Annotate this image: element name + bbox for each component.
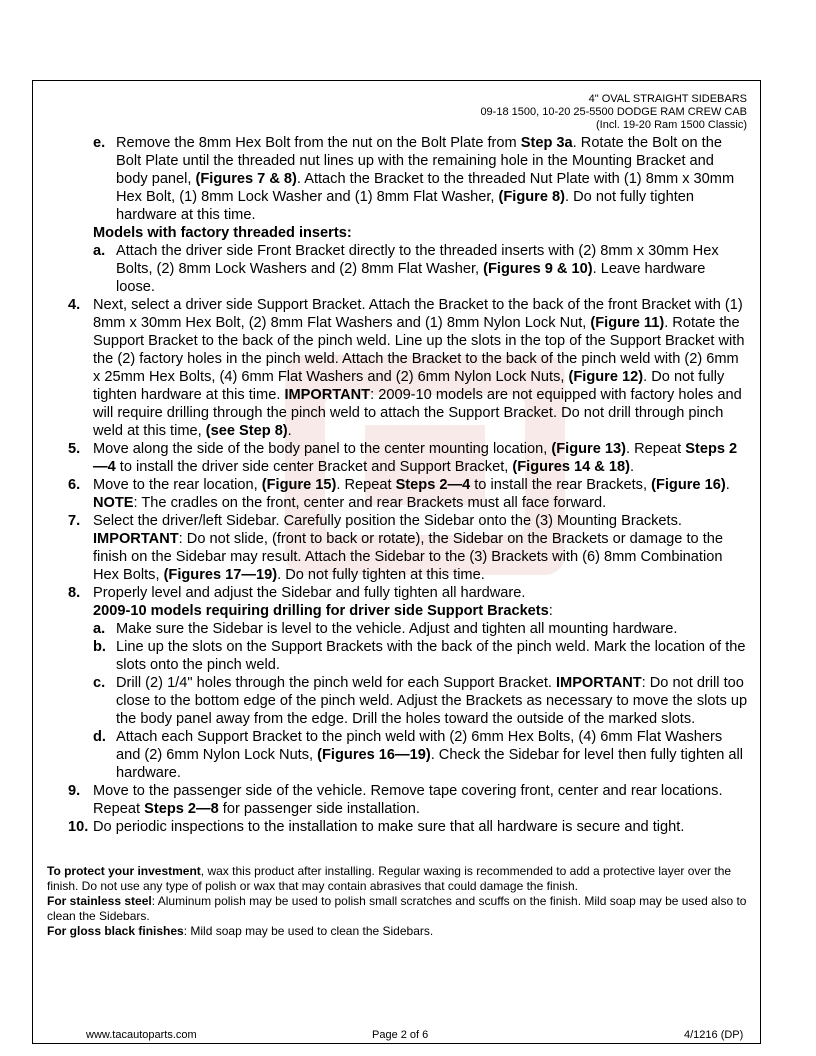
step-8c: [93, 674, 748, 728]
step-3e: [93, 134, 748, 224]
step-8d: [93, 728, 748, 782]
step-text: Select the driver/left Sidebar. Carefully position the Sidebar onto the (3) Mounting Brackets. IMPORTANT: Do not slide, (front to back or rotate), the Sidebar on the Brackets or damage to the finish on the Sidebar may result. Attach the Sidebar to the (3) Brackets with (6) 8mm Combination Hex Bolts, (Figures 17—19). Do not fully tighten at this time.: [93, 513, 723, 583]
step-6: [68, 476, 748, 512]
footer-website: www.tacautoparts.com: [86, 1029, 197, 1041]
step-label: 10.: [68, 819, 89, 835]
document-header: [480, 93, 747, 132]
step-5: [68, 440, 748, 476]
header-note: (Incl. 19-20 Ram 1500 Classic): [595, 119, 747, 131]
step-text: Line up the slots on the Support Brackets with the back of the pinch weld. Mark the location of the slots onto the pinch weld.: [116, 639, 746, 673]
instruction-body: [68, 134, 748, 836]
step-10: [68, 818, 748, 836]
step-text: Attach each Support Bracket to the pinch weld with (2) 6mm Hex Bolts, (4) 6mm Flat Washers and (2) 6mm Nylon Lock Nuts, (Figures 16—19). Check the Sidebar for level then fully tighten all hardware.: [116, 729, 744, 781]
footer-page-number: Page 2 of 6: [372, 1029, 429, 1041]
step-label: 8.: [68, 585, 81, 601]
step-text: Do periodic inspections to the installation to make sure that all hardware is secure and tight.: [93, 819, 685, 835]
step-text: Remove the 8mm Hex Bolt from the nut on the Bolt Plate from Step 3a. Rotate the Bolt on the Bolt Plate until the threaded nut lines up with the remaining hole in the Mounting Bracket and body panel, (Figures 7 & 8). Attach the Bracket to the threaded Nut Plate with (1) 8mm x 30mm Hex Bolt, (1) 8mm Lock Washer and (1) 8mm Flat Washer, (Figure 8). Do not fully tighten hardware at this time.: [116, 135, 735, 223]
step-label: b.: [93, 639, 106, 655]
step-text: Move to the passenger side of the vehicle. Remove tape covering front, center and rear locations. Repeat Steps 2—8 for passenger side installation.: [93, 783, 723, 817]
step-label: 7.: [68, 513, 81, 529]
step-text: Attach the driver side Front Bracket directly to the threaded inserts with (2) 8mm x 30mm Hex Bolts, (2) 8mm Lock Washers and (2) 8mm Flat Washer, (Figures 9 & 10). Leave hardware loose.: [116, 243, 719, 295]
header-title: 4" OVAL STRAIGHT SIDEBARS: [588, 93, 747, 105]
step-7: [68, 512, 748, 584]
step-text: Properly level and adjust the Sidebar and fully tighten all hardware.: [93, 585, 526, 601]
step-label: a.: [93, 621, 106, 637]
factory-inserts-heading: Models with factory threaded inserts:: [93, 225, 352, 241]
step-label: 6.: [68, 477, 81, 493]
drilling-heading: 2009-10 models requiring drilling for driver side Support Brackets:: [93, 603, 553, 619]
step-label: 5.: [68, 441, 81, 457]
step-label: d.: [93, 729, 106, 745]
step-8a: [93, 620, 748, 638]
step-label: 4.: [68, 297, 81, 313]
step-label: c.: [93, 675, 106, 691]
note-stainless: For stainless steel: Aluminum polish may be used to polish small scratches and scuffs on the finish. Mild soap may be used also to clean the Sidebars.: [47, 894, 747, 923]
step-text: Next, select a driver side Support Bracket. Attach the Bracket to the back of the front Bracket with (1) 8mm x 30mm Hex Bolt, (2) 8mm Flat Washers and (1) 8mm Nylon Lock Nut, (Figure 11). Rotate the Support Bracket to the back of the pinch weld. Line up the slots in the top of the Support Bracket with the (2) factory holes in the pinch weld. Attach the Bracket to the back of the pinch weld with (2) 6mm x 25mm Hex Bolts, (4) 6mm Flat Washers and (2) 6mm Nylon Lock Nuts, (Figure 12). Do not fully tighten hardware at this time. IMPORTANT: 2009-10 models are not equipped with factory holes and will require drilling through the pinch weld to attach the Support Bracket. Do not drill through pinch weld at this time, (see Step 8).: [93, 297, 745, 439]
step-4: [68, 296, 748, 440]
step-9: [68, 782, 748, 818]
step-label: e.: [93, 135, 106, 151]
footer-doc-code: 4/1216 (DP): [684, 1029, 744, 1041]
note-protect: To protect your investment, wax this product after installing. Regular waxing is recommended to add a protective layer over the finish. Do not use any type of polish or wax that may contain abrasives that could damage the finish.: [47, 864, 732, 893]
step-factory-a: [93, 242, 748, 296]
step-8b: [93, 638, 748, 674]
note-gloss-black: For gloss black finishes: Mild soap may be used to clean the Sidebars.: [47, 924, 434, 938]
step-label: 9.: [68, 783, 81, 799]
step-text: Move along the side of the body panel to the center mounting location, (Figure 13). Repeat Steps 2—4 to install the driver side center Bracket and Support Bracket, (Figures 14 & 18).: [93, 441, 738, 475]
step-label: a.: [93, 243, 106, 259]
step-8: [68, 584, 748, 602]
care-notes: [47, 864, 747, 939]
step-text: Drill (2) 1/4" holes through the pinch weld for each Support Bracket. IMPORTANT: Do not drill too close to the bottom edge of the pinch weld. Adjust the Brackets as necessary to move the slots up the body panel away from the edge. Drill the holes toward the outside of the marked slots.: [116, 675, 748, 727]
step-text: Make sure the Sidebar is level to the vehicle. Adjust and tighten all mounting hardware.: [116, 621, 678, 637]
header-models: 09-18 1500, 10-20 25-5500 DODGE RAM CREW CAB: [480, 106, 747, 118]
step-text: Move to the rear location, (Figure 15). Repeat Steps 2—4 to install the rear Brackets, (Figure 16). NOTE: The cradles on the front, center and rear Brackets must all face forward.: [93, 477, 730, 511]
